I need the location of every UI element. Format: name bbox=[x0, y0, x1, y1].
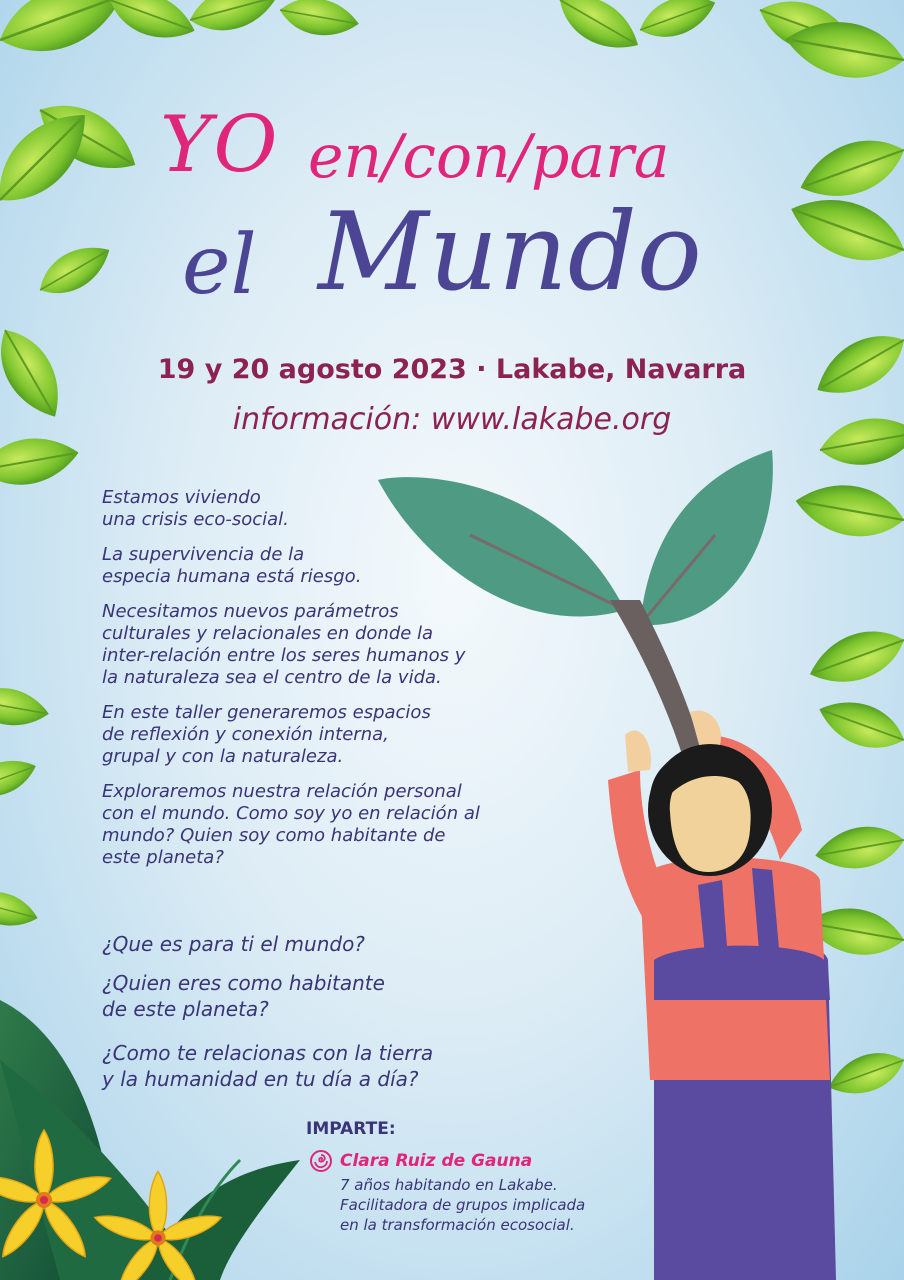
question: ¿Como te relacionas con la tierra y la humanidad en tu día a día? bbox=[102, 1041, 434, 1091]
title-en-con-para: en/con/para bbox=[308, 122, 670, 192]
title-yo: YO bbox=[160, 100, 280, 190]
title-mundo: Mundo bbox=[318, 190, 702, 315]
rose-icon bbox=[309, 1149, 333, 1173]
title-el: el bbox=[182, 218, 257, 313]
facilitator-name: Clara Ruiz de Gauna bbox=[340, 1151, 533, 1171]
event-info-link[interactable]: información: www.lakabe.org bbox=[232, 402, 672, 437]
event-date-location: 19 y 20 agosto 2023 · Lakabe, Navarra bbox=[157, 354, 747, 385]
body-paragraph: Estamos viviendo una crisis eco-social. bbox=[102, 487, 289, 530]
question: ¿Quien eres como habitante de este planeta? bbox=[102, 971, 385, 1021]
body-paragraph: Exploraremos nuestra relación personal con el mundo. Como soy yo en relación al mundo? Quien soy como habitante de este planeta? bbox=[102, 781, 480, 868]
facilitator-label: IMPARTE: bbox=[306, 1119, 396, 1139]
body-paragraph: La supervivencia de la especia humana está riesgo. bbox=[102, 544, 362, 587]
body-text bbox=[102, 487, 542, 882]
facilitator-bio: 7 años habitando en Lakabe. Facilitadora de grupos implicada en la transformación ecosocial. bbox=[340, 1176, 586, 1234]
body-paragraph: Necesitamos nuevos parámetros culturales y relacionales en donde la inter-relación entre los seres humanos y la naturaleza sea el centro de la vida. bbox=[102, 601, 466, 688]
body-paragraph: En este taller generaremos espacios de reflexión y conexión interna, grupal y con la naturaleza. bbox=[102, 702, 431, 767]
question: ¿Que es para ti el mundo? bbox=[102, 932, 365, 956]
